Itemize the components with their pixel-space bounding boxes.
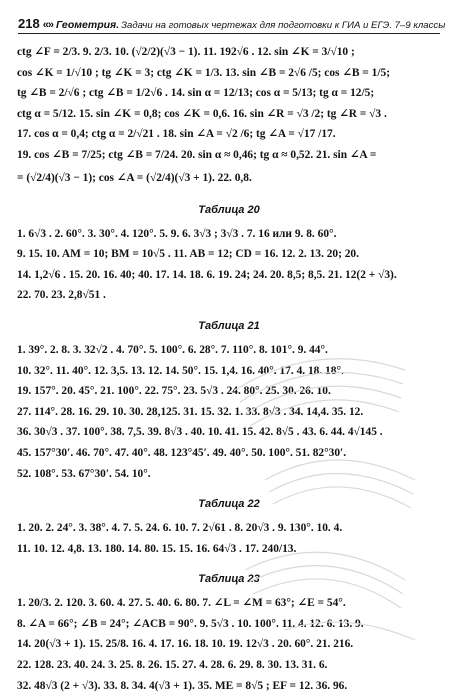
- table-21-title: Таблица 21: [198, 319, 260, 332]
- answer-line: = (√2/4)(√3 − 1); cos ∠A = (√2/4)(√3 + 1). 22. 0,8.: [17, 171, 252, 184]
- answer-line: 19. cos ∠B = 7/25; ctg ∠B = 7/24. 20. sin α ≈ 0,46; tg α ≈ 0,52. 21. sin ∠A =: [17, 148, 377, 161]
- answer-line: 1. 20/3. 2. 120. 3. 60. 4. 27. 5. 40. 6. 80. 7. ∠L = ∠M = 63°; ∠E = 54°.: [17, 597, 346, 610]
- answer-line: 11. 10. 12. 4,8. 13. 180. 14. 80. 15. 15. 16. 64√3 . 17. 240/13.: [17, 542, 297, 555]
- answer-line: 17. cos α = 0,4; ctg α = 2/√21 . 18. sin ∠A = √2 /6; tg ∠A = √17 /17.: [17, 128, 336, 141]
- answer-line: 1. 39°. 2. 8. 3. 32√2 . 4. 70°. 5. 100°. 6. 28°. 7. 110°. 8. 101°. 9. 44°.: [17, 343, 328, 356]
- table-22-section: [17, 490, 441, 559]
- answer-line: cos ∠K = 1/√10 ; tg ∠K = 3; ctg ∠K = 1/3. 13. sin ∠B = 2√6 /5; cos ∠B = 1/5;: [17, 66, 390, 79]
- answer-line: 32. 48√3 (2 + √3). 33. 8. 34. 4(√3 + 1). 35. ME = 8√5 ; EF = 12. 36. 96.: [17, 679, 348, 692]
- answer-line: 36. 30√3 . 37. 100°. 38. 7,5. 39. 8√3 . 40. 10. 41. 15. 42. 8√5 . 43. 6. 44. 4√145 .: [17, 426, 383, 439]
- header-bullet-icon: «»: [42, 19, 53, 31]
- answer-line: ctg ∠F = 2/3. 9. 2/3. 10. (√2/2)(√3 − 1). 11. 192√6 . 12. sin ∠K = 3/√10 ;: [17, 46, 355, 58]
- page-number: 218: [18, 16, 40, 31]
- answer-line: 9. 15. 10. AM = 10; BM = 10√5 . 11. AB = 12; CD = 16. 12. 2. 13. 20; 20.: [17, 248, 359, 261]
- table-21-section: [17, 312, 441, 484]
- answer-line: 10. 32°. 11. 40°. 12. 3,5. 13. 12. 14. 50°. 15. 1,4. 16. 40°. 17. 4. 18. 18°.: [17, 364, 344, 377]
- table-23-section: [17, 565, 441, 696]
- table-23-title: Таблица 23: [198, 573, 260, 586]
- answer-line: 1. 20. 2. 24°. 3. 38°. 4. 7. 5. 24. 6. 10. 7. 2√61 . 8. 20√3 . 9. 130°. 10. 4.: [17, 522, 343, 535]
- answer-line: 22. 70. 23. 2,8√51 .: [17, 289, 106, 302]
- answer-line: 14. 1,2√6 . 15. 20. 16. 40; 40. 17. 14. 18. 6. 19. 24; 24. 20. 8,5; 8,5. 21. 12(2 + √3).: [17, 268, 397, 281]
- intro-block: [17, 42, 441, 190]
- answer-line: 45. 157°30′. 46. 70°. 47. 40°. 48. 123°45′. 49. 40°. 50. 100°. 51. 82°30′.: [17, 446, 347, 459]
- header-subtitle: Задачи на готовых чертежах для подготовки к ГИА и ЕГЭ. 7–9 классы: [121, 20, 446, 31]
- answer-line: 1. 6√3 . 2. 60°. 3. 30°. 4. 120°. 5. 9. 6. 3√3 ; 3√3 . 7. 16 или 9. 8. 60°.: [17, 227, 337, 240]
- answer-line: ctg α = 5/12. 15. sin ∠K = 0,8; cos ∠K = 0,6. 16. sin ∠R = √3 /2; tg ∠R = √3 .: [17, 107, 387, 120]
- answer-line: 19. 157°. 20. 45°. 21. 100°. 22. 75°. 23. 5√3 . 24. 80°. 25. 30. 26. 10.: [17, 385, 331, 398]
- running-header: [18, 14, 446, 34]
- answer-line: 52. 108°. 53. 67°30′. 54. 10°.: [17, 467, 151, 480]
- answer-line: 22. 128. 23. 40. 24. 3. 25. 8. 26. 15. 27. 4. 28. 6. 29. 8. 30. 13. 31. 6.: [17, 659, 328, 672]
- answers-body: [17, 42, 441, 696]
- answer-line: tg ∠B = 2/√6 ; ctg ∠B = 1/2√6 . 14. sin α = 12/13; cos α = 5/13; tg α = 12/5;: [17, 87, 375, 100]
- table-20-section: [17, 196, 441, 306]
- answer-line: 27. 114°. 28. 16. 29. 10. 30. 28,125. 31. 15. 32. 1. 33. 8√3 . 34. 14,4. 35. 12.: [17, 405, 364, 418]
- table-20-title: Таблица 20: [198, 203, 260, 216]
- header-subject: Геометрия.: [55, 19, 120, 31]
- table-22-title: Таблица 22: [198, 498, 260, 511]
- answer-line: 8. ∠A = 66°; ∠B = 24°; ∠ACB = 90°. 9. 5√3 . 10. 100°. 11. 4. 12. 6. 13. 9.: [17, 617, 364, 630]
- answer-line: 14. 20(√3 + 1). 15. 25/8. 16. 4. 17. 16. 18. 10. 19. 12√3 . 20. 60°. 21. 216.: [17, 638, 354, 651]
